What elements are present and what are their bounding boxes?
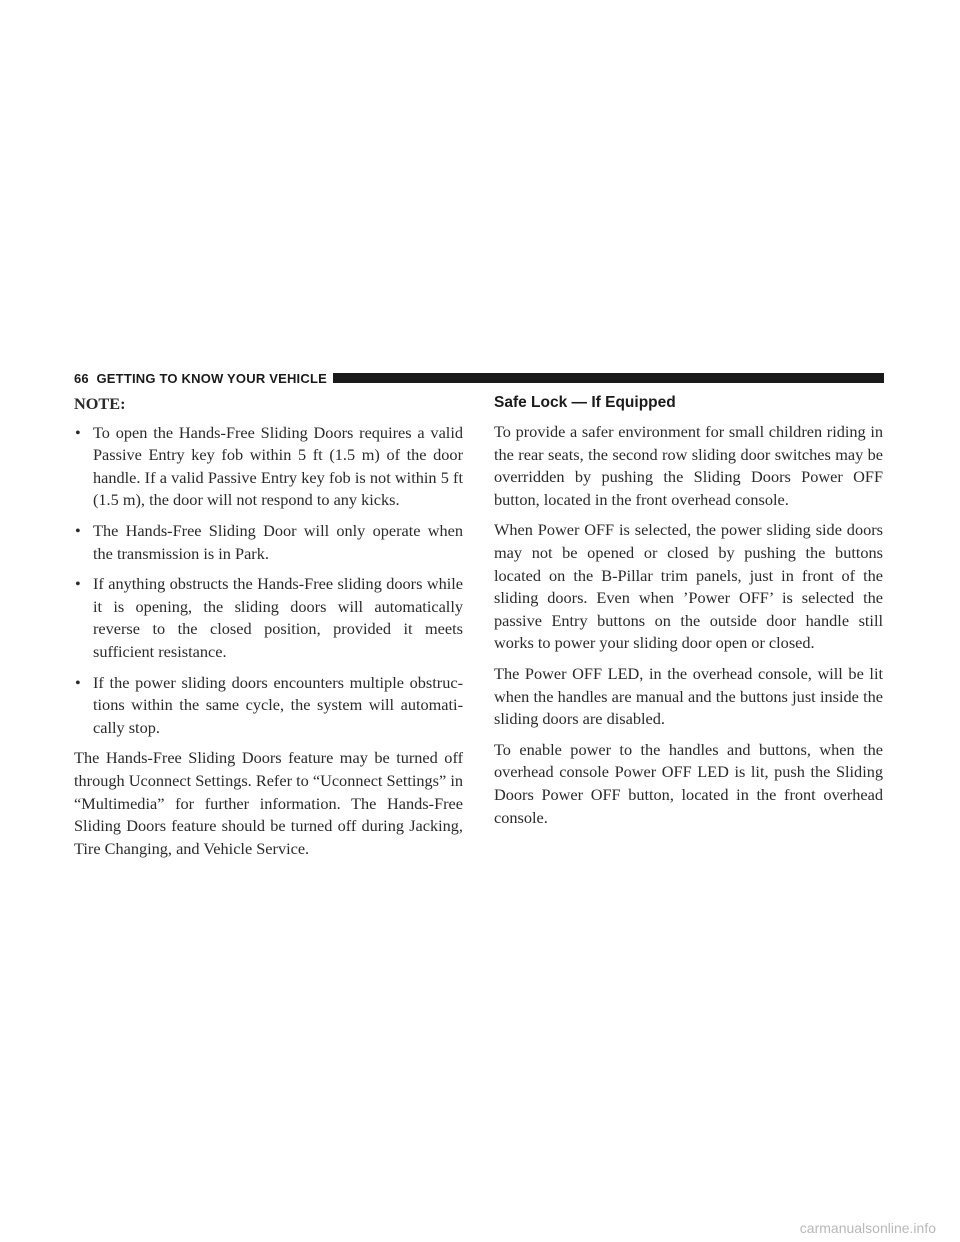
- section-title: GETTING TO KNOW YOUR VEHICLE: [96, 370, 327, 386]
- bullet-item: [74, 573, 463, 663]
- header-rule: [333, 373, 884, 383]
- page-header: [74, 369, 884, 387]
- bullet-item: [74, 672, 463, 740]
- right-column: [494, 393, 883, 837]
- bullet-icon: •: [75, 520, 81, 540]
- section-heading: Safe Lock — If Equipped: [494, 394, 676, 411]
- bullet-text: To open the Hands-Free Sliding Doors requires a valid Passive Entry key fob within 5 ft (1.5 m) of the door handle. If a valid Passive Entry key fob is not within 5 ft (1.5 m), the door will not respond to any kicks.: [93, 422, 463, 510]
- bullet-item: [74, 422, 463, 512]
- body-paragraph: When Power OFF is selected, the power sliding side doors may not be opened or closed by pushing the buttons located on the B-Pillar trim panels, just in front of the sliding doors. Even when ’Power OFF’ is selected the passive Entry buttons on the outside door handle still works to power your sliding door open or closed.: [494, 520, 883, 653]
- body-paragraph: The Power OFF LED, in the overhead console, will be lit when the handles are manual and the buttons just inside the sliding doors are disabled.: [494, 663, 883, 729]
- note-bullet-list: [74, 422, 463, 740]
- body-paragraph: To enable power to the handles and buttons, when the overhead console Power OFF LED is lit, push the Sliding Doors Power OFF button, located in the front overhead console.: [494, 739, 883, 827]
- bullet-text: The Hands-Free Sliding Door will only operate when the transmission is in Park.: [93, 520, 463, 563]
- bullet-icon: •: [75, 672, 81, 692]
- uconnect-paragraph: The Hands-Free Sliding Doors feature may be turned off through Uconnect Settings. Refer to “Uconnect Settings” in “Multimedia” for further information. The Hands-Free Sliding Doors feature should be turned off during Jacking, Tire Changing, and Vehicle Service.: [74, 748, 463, 858]
- bullet-text: If anything obstructs the Hands-Free sliding doors while it is opening, the sliding doors will automatically reverse to the closed position, provided it meets sufficient resistance.: [93, 574, 463, 661]
- page-number: 66: [74, 370, 89, 386]
- header-label: [74, 371, 327, 386]
- body-paragraph: To provide a safer environment for small children riding in the rear seats, the second row sliding door switches may be overridden by pushing the Sliding Doors Power OFF button, located in the front overhead console.: [494, 422, 883, 509]
- bullet-icon: •: [75, 574, 81, 594]
- bullet-text: If the power sliding doors encounters multiple obstruc- tions within the same cycle, the system will automati- cally stop.: [93, 672, 463, 737]
- left-column: [74, 393, 463, 868]
- watermark-text: carmanualsonline.info: [799, 1220, 936, 1236]
- bullet-item: [74, 520, 463, 565]
- bullet-icon: •: [75, 422, 81, 442]
- note-heading: NOTE:: [74, 394, 126, 413]
